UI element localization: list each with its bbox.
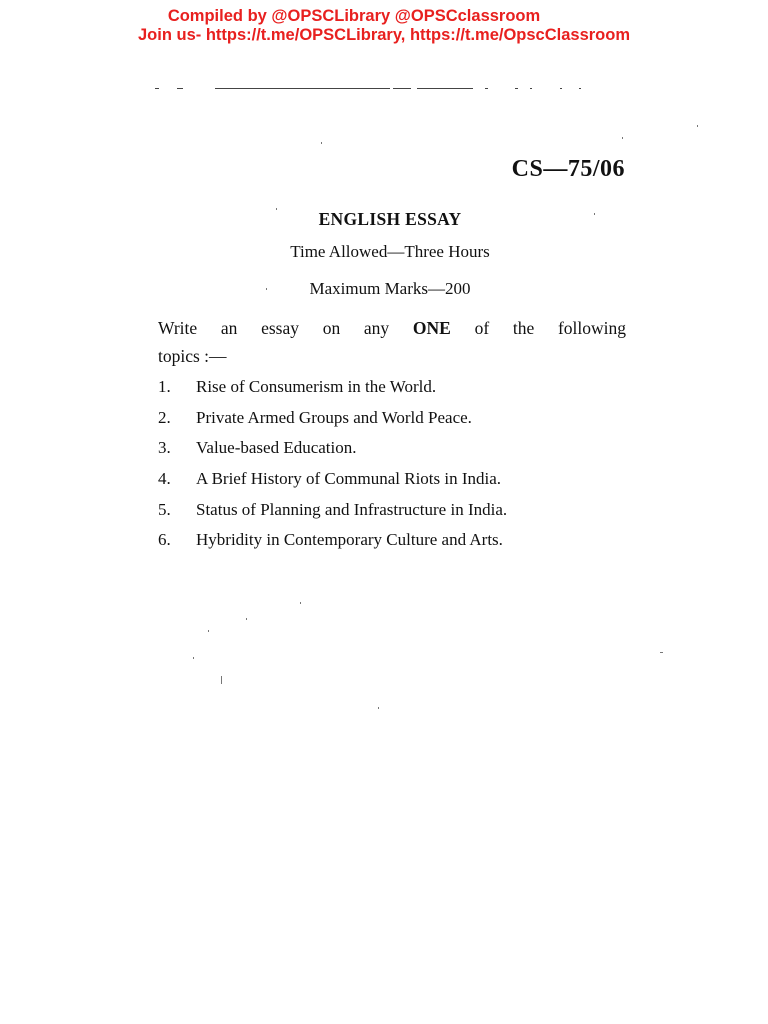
scan-speck — [660, 652, 663, 653]
topic-number: 4. — [158, 469, 171, 489]
topic-item — [158, 403, 638, 434]
banner-compiled-by: Compiled by @OPSCLibrary @OPSCclassroom — [167, 7, 541, 25]
scan-speck — [193, 657, 194, 659]
banner-join-links: Join us- https://t.me/OPSCLibrary, https://t.me/OpscClassroom — [137, 26, 631, 44]
topic-text: Hybridity in Contemporary Culture and Arts. — [196, 530, 503, 550]
scan-speck — [622, 137, 623, 139]
topic-list — [158, 372, 638, 556]
exam-title: ENGLISH ESSAY — [318, 209, 462, 229]
time-allowed: Time Allowed—Three Hours — [290, 242, 490, 261]
topic-text: Rise of Consumerism in the World. — [196, 377, 437, 397]
topic-item — [158, 464, 638, 495]
topic-text: Private Armed Groups and World Peace. — [196, 407, 472, 427]
topic-text: Status of Planning and Infrastructure in India. — [196, 499, 508, 519]
maximum-marks: Maximum Marks—200 — [309, 279, 471, 298]
topic-number: 5. — [158, 499, 171, 519]
topic-text: A Brief History of Communal Riots in India. — [196, 469, 502, 489]
scan-speck — [208, 630, 209, 632]
instruction-after: of the following — [474, 318, 627, 338]
scan-speck — [697, 125, 698, 127]
topic-number: 3. — [158, 438, 171, 458]
topic-number: 2. — [158, 407, 171, 427]
scan-speck — [221, 676, 222, 684]
instruction-emphasis: ONE — [412, 318, 451, 338]
topic-item — [158, 494, 638, 525]
scan-speck — [300, 602, 301, 604]
instruction-line-1 — [158, 314, 626, 342]
scan-speck — [321, 142, 322, 144]
instruction-line-2: topics :— — [158, 346, 227, 366]
scan-speck — [246, 618, 247, 620]
topic-number: 6. — [158, 530, 171, 550]
scan-artifact-rule — [155, 88, 585, 90]
paper-code: CS—75/06 — [511, 156, 625, 182]
scan-speck — [378, 707, 379, 709]
topic-item — [158, 372, 638, 403]
topic-text: Value-based Education. — [196, 438, 357, 458]
instruction-before: Write an essay on any — [158, 318, 390, 338]
topic-number: 1. — [158, 377, 171, 397]
topic-item — [158, 525, 638, 556]
topic-item — [158, 433, 638, 464]
